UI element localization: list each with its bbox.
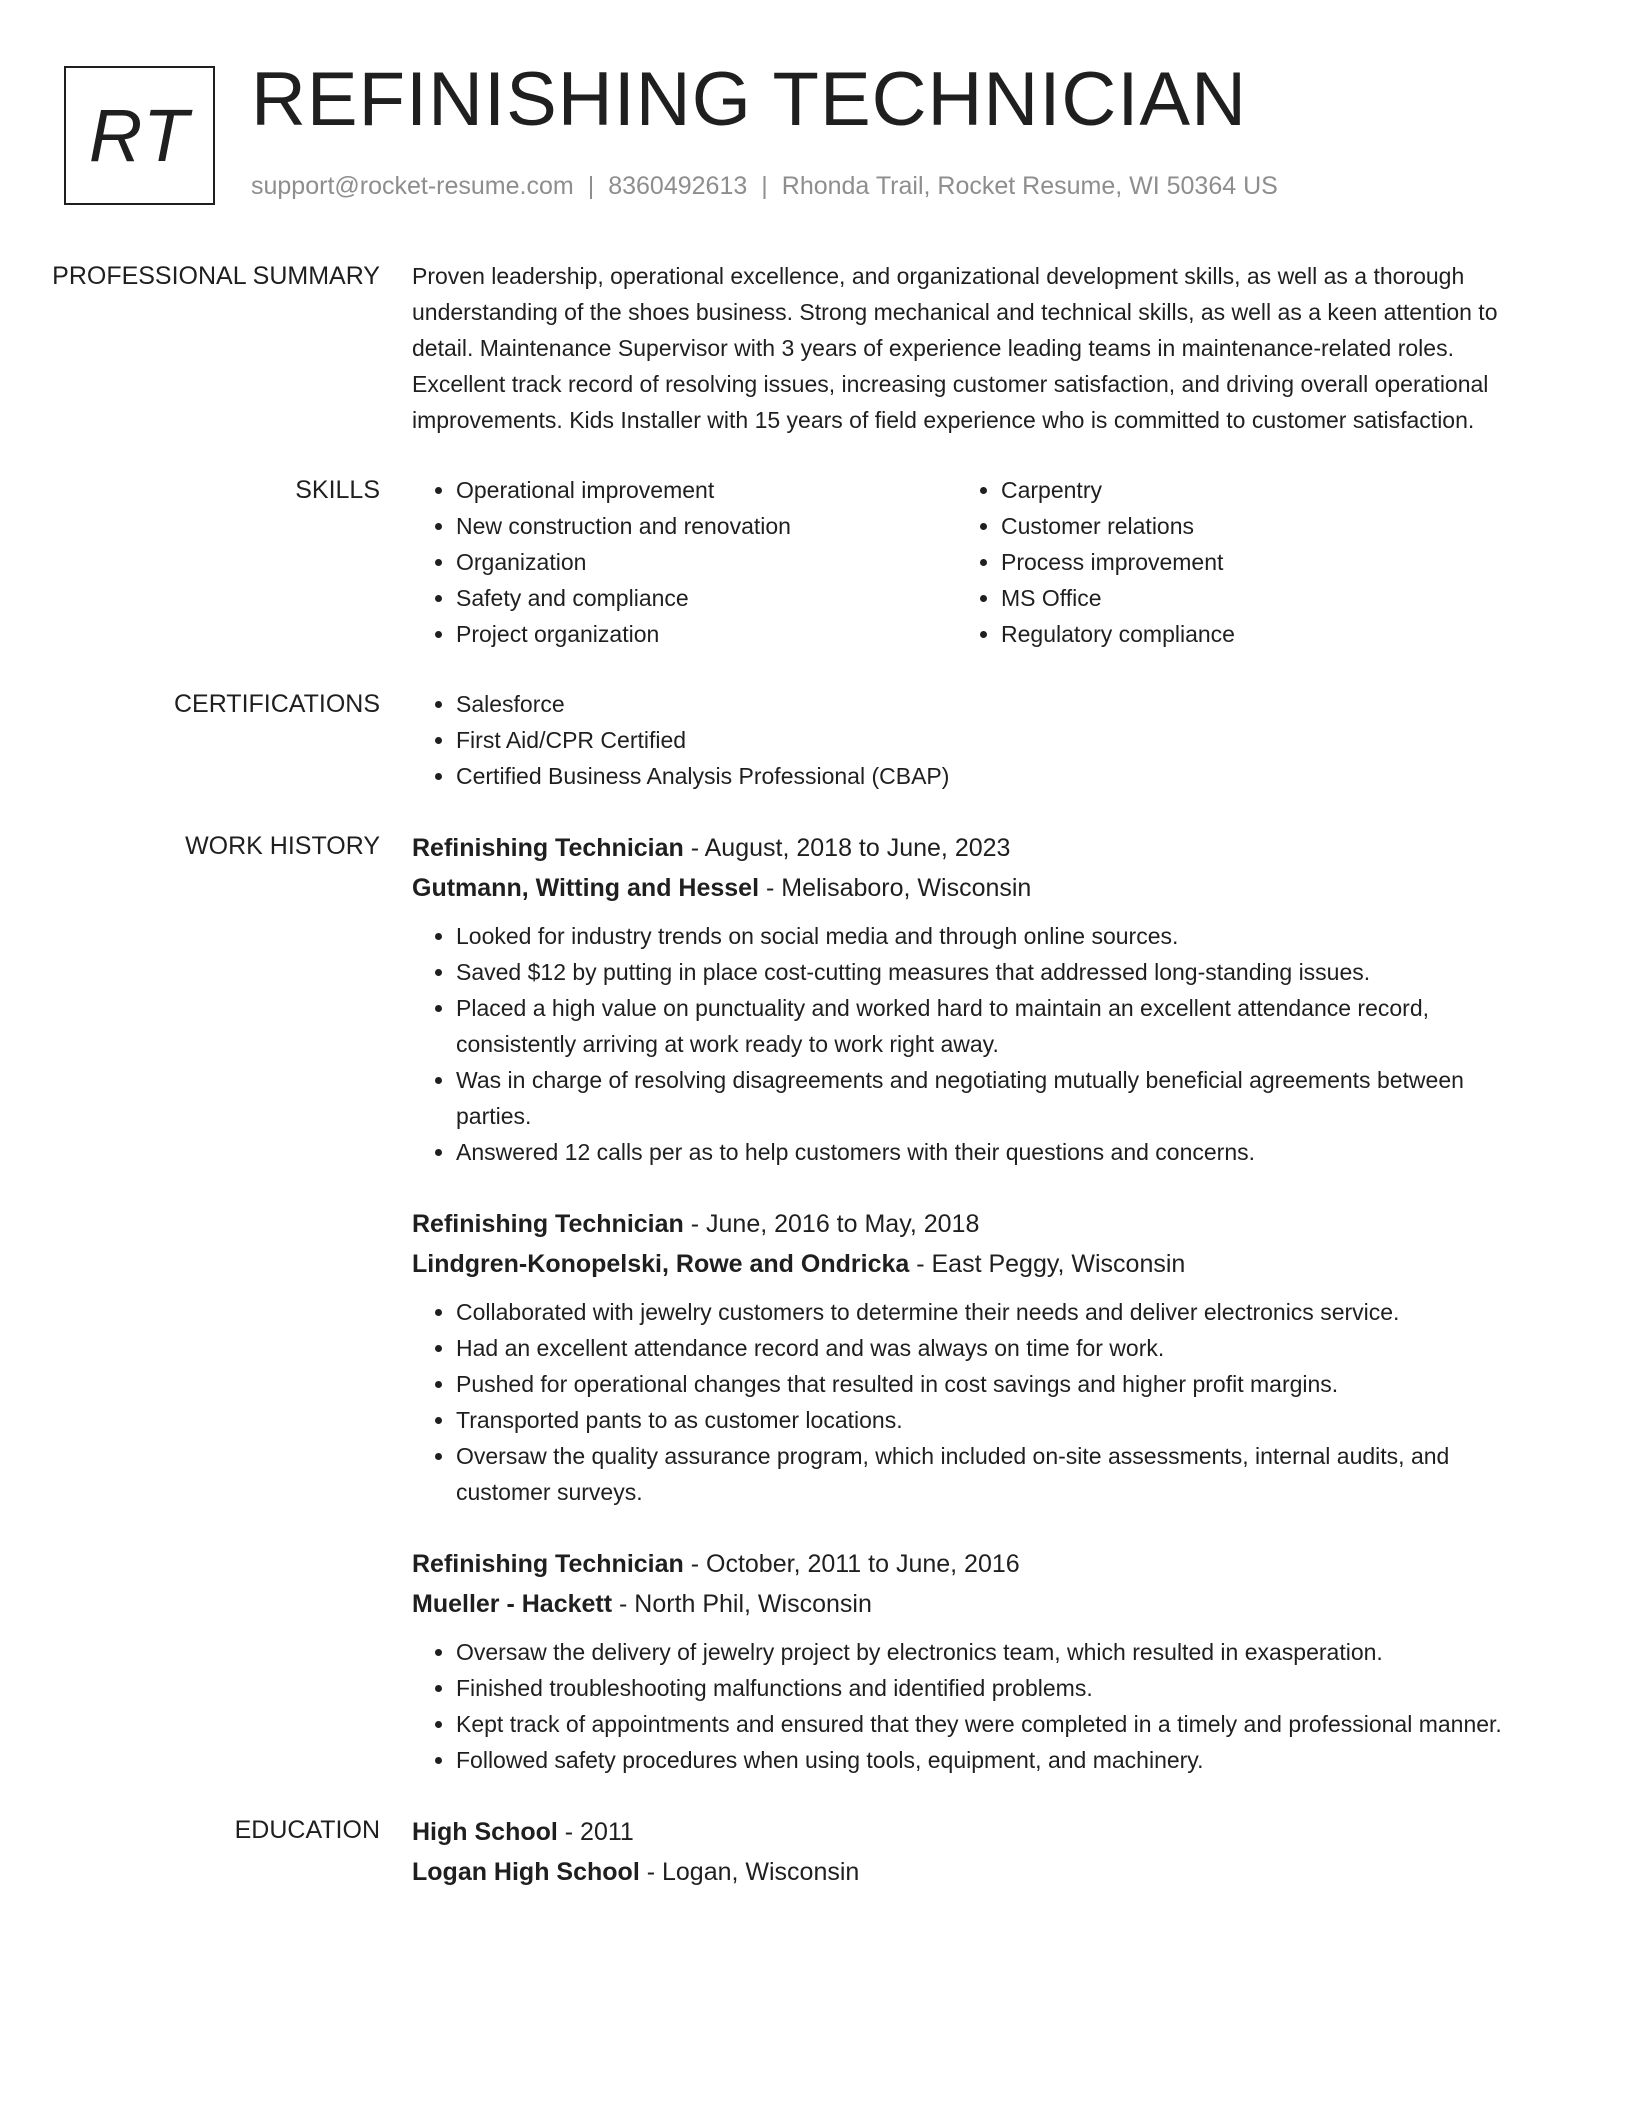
contact-email: support@rocket-resume.com [251, 172, 574, 200]
skill-item: • Safety and compliance [456, 580, 957, 616]
certification-item: • Certified Business Analysis Professional (CBAP) [456, 758, 1512, 794]
skill-item: • New construction and renovation [456, 508, 957, 544]
skill-item: • Project organization [456, 616, 957, 652]
skill-item: • Carpentry [1001, 472, 1502, 508]
job-bullet: • Followed safety procedures when using tools, equipment, and machinery. [456, 1742, 1512, 1778]
job-title-line [412, 1544, 1512, 1584]
skill-item: • Process improvement [1001, 544, 1502, 580]
job-location: - East Peggy, Wisconsin [909, 1250, 1186, 1278]
contact-phone: 8360492613 [608, 172, 748, 200]
education-school: Logan High School [412, 1858, 640, 1886]
skills-list-right [957, 472, 1502, 652]
job-bullet: • Collaborated with jewelry customers to determine their needs and deliver electronics service. [456, 1294, 1512, 1330]
section-label-education: EDUCATION [234, 1816, 380, 1844]
job-entry [412, 1544, 1512, 1778]
job-entry [412, 828, 1512, 1170]
summary-text: Proven leadership, operational excellence, and organizational development skills, as well as a thorough understanding of the shoes business. Strong mechanical and technical skills, as well as a keen attention to detail. Maintenance Supervisor with 3 years of experience leading teams in maintenance-related roles. Excellent track record of resolving issues, increasing customer satisfaction, and driving overall operational improvements. Kids Installer with 15 years of field experience who is committed to customer satisfaction. [412, 263, 1498, 433]
job-bullet: • Finished troubleshooting malfunctions and identified problems. [456, 1670, 1512, 1706]
section-label-certifications: CERTIFICATIONS [173, 690, 380, 718]
job-location: - North Phil, Wisconsin [612, 1590, 872, 1618]
skill-item: • Operational improvement [456, 472, 957, 508]
skill-item: • Organization [456, 544, 957, 580]
job-company-line [412, 1244, 1512, 1284]
job-bullet: • Kept track of appointments and ensured that they were completed in a timely and professional manner. [456, 1706, 1512, 1742]
job-bullet: • Looked for industry trends on social media and through online sources. [456, 918, 1512, 954]
certifications-list [412, 686, 1512, 794]
contact-line [251, 172, 1278, 201]
job-bullet: • Placed a high value on punctuality and worked hard to maintain an excellent attendance record, consistently arriving at work ready to work right away. [456, 990, 1512, 1062]
section-label-summary: PROFESSIONAL SUMMARY [52, 262, 380, 290]
job-bullets [412, 918, 1512, 1170]
education-location: - Logan, Wisconsin [639, 1858, 860, 1886]
job-title-line [412, 828, 1512, 868]
job-company-line [412, 1584, 1512, 1624]
resume-sections [0, 258, 1632, 1926]
skills-section [0, 472, 1632, 652]
page-title: REFINISHING TECHNICIAN [251, 57, 1248, 142]
skills-grid [412, 472, 1512, 652]
certifications-body [412, 686, 1512, 794]
job-company: Gutmann, Witting and Hessel [412, 874, 760, 902]
job-bullets [412, 1634, 1512, 1778]
certification-item: • First Aid/CPR Certified [456, 722, 1512, 758]
job-bullet: • Saved $12 by putting in place cost-cutting measures that addressed long-standing issues. [456, 954, 1512, 990]
job-bullet: • Oversaw the delivery of jewelry project by electronics team, which resulted in exasperation. [456, 1634, 1512, 1670]
education-body [412, 1812, 1512, 1892]
job-title-line [412, 1204, 1512, 1244]
job-company: Lindgren-Konopelski, Rowe and Ondricka [412, 1250, 910, 1278]
job-bullet: • Was in charge of resolving disagreements and negotiating mutually beneficial agreements between parties. [456, 1062, 1512, 1134]
skill-item: • Customer relations [1001, 508, 1502, 544]
job-title: Refinishing Technician [412, 834, 684, 862]
job-dates: - June, 2016 to May, 2018 [683, 1210, 980, 1238]
work-history-section [0, 828, 1632, 1778]
monogram-logo: RT [64, 66, 215, 205]
job-bullet: • Pushed for operational changes that resulted in cost savings and higher profit margins. [456, 1366, 1512, 1402]
job-dates: - August, 2018 to June, 2023 [683, 834, 1011, 862]
contact-address: Rhonda Trail, Rocket Resume, WI 50364 US [781, 172, 1278, 200]
contact-separator: | [587, 172, 595, 200]
skill-item: • MS Office [1001, 580, 1502, 616]
education-degree-line [412, 1812, 1512, 1852]
job-company: Mueller - Hackett [412, 1590, 613, 1618]
education-school-line [412, 1852, 1512, 1892]
job-entry [412, 1204, 1512, 1510]
summary-section [0, 258, 1632, 438]
job-dates: - October, 2011 to June, 2016 [683, 1550, 1020, 1578]
job-bullet: • Had an excellent attendance record and was always on time for work. [456, 1330, 1512, 1366]
job-location: - Melisaboro, Wisconsin [759, 874, 1032, 902]
education-degree: High School [412, 1818, 558, 1846]
skills-list-left [412, 472, 957, 652]
job-company-line [412, 868, 1512, 908]
job-bullet: • Oversaw the quality assurance program, which included on-site assessments, internal audits, and customer surveys. [456, 1438, 1512, 1510]
education-section [0, 1812, 1632, 1892]
work-history-body [412, 828, 1512, 1778]
job-bullets [412, 1294, 1512, 1510]
education-year: - 2011 [557, 1818, 634, 1846]
skill-item: • Regulatory compliance [1001, 616, 1502, 652]
job-bullet: • Answered 12 calls per as to help customers with their questions and concerns. [456, 1134, 1512, 1170]
certification-item: • Salesforce [456, 686, 1512, 722]
job-title: Refinishing Technician [412, 1210, 684, 1238]
contact-separator: | [761, 172, 768, 200]
job-title: Refinishing Technician [412, 1550, 684, 1578]
section-label-skills: SKILLS [295, 476, 380, 504]
job-bullet: • Transported pants to as customer locations. [456, 1402, 1512, 1438]
resume-header [64, 57, 1568, 214]
certifications-section [0, 686, 1632, 794]
section-label-work-history: WORK HISTORY [185, 832, 380, 860]
